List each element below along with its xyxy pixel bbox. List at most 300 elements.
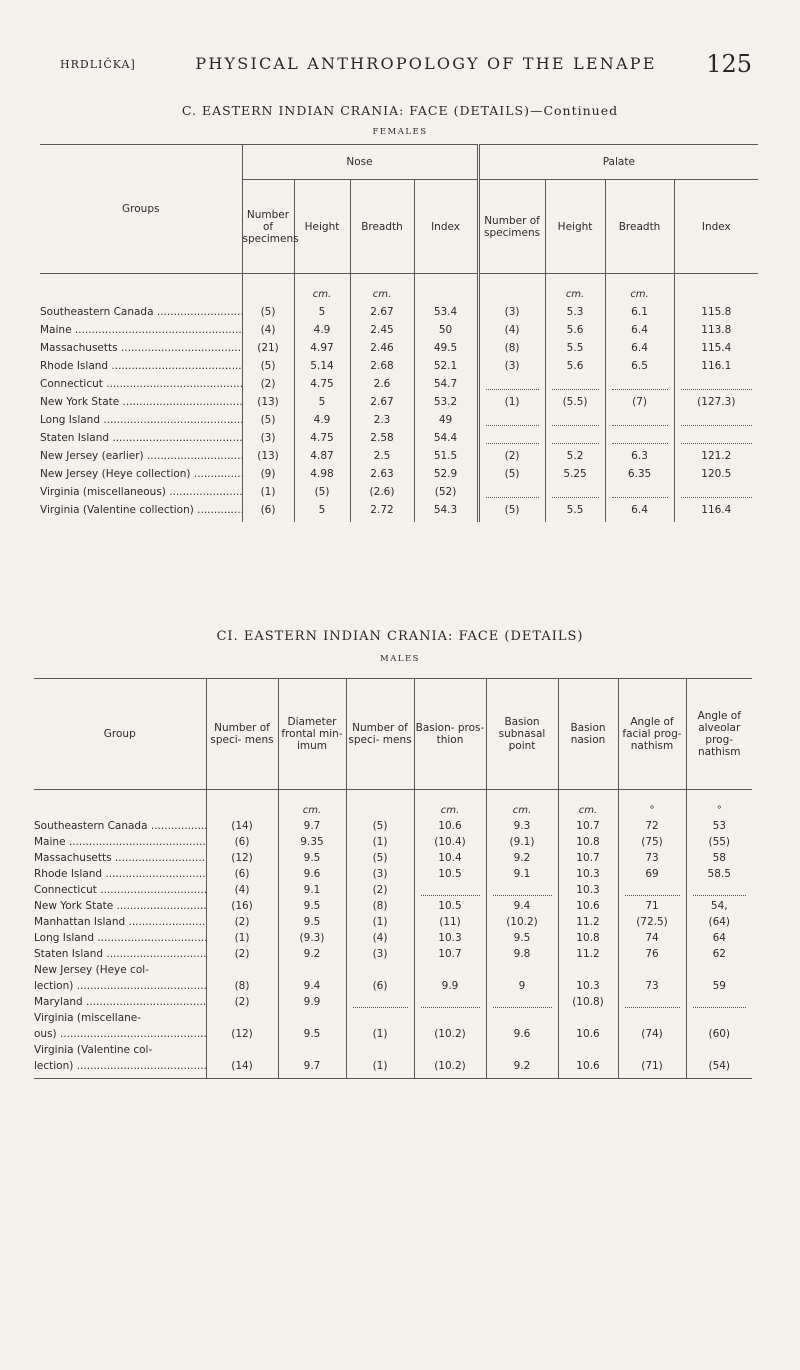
basion-nasion: 11.2 [558, 944, 618, 960]
nose-breadth: 2.67 [350, 300, 414, 318]
degree-label: ° [686, 796, 752, 816]
basion-prosthion: 9.9 [414, 976, 486, 992]
table-c-col-palate-number: Number of specimens [478, 180, 545, 274]
nose-number: (2) [242, 372, 294, 390]
angle-alveolar: 64 [686, 928, 752, 944]
basion-nasion: 10.6 [558, 1024, 618, 1040]
nose-breadth: 2.72 [350, 498, 414, 516]
angle-facial-blank [618, 992, 686, 1008]
group-label: New Jersey (Heye collection) ..... [40, 468, 242, 480]
angle-facial: 72 [618, 816, 686, 832]
table-c-col-nose-height: Height [294, 180, 350, 274]
table-ci-col-diameter-frontal: Diameter frontal min- imum [278, 679, 346, 790]
palate-index: 113.8 [674, 318, 758, 336]
basion-nasion: 10.6 [558, 896, 618, 912]
number-2: (3) [346, 864, 414, 880]
angle-alveolar-blank [686, 992, 752, 1008]
diameter-frontal: 9.5 [278, 912, 346, 928]
table-row [34, 848, 752, 864]
unit-label: cm. [486, 796, 558, 816]
table-c-subcaption: FEMALES [372, 127, 428, 137]
palate-breadth-blank [605, 480, 674, 498]
group-name [34, 896, 206, 912]
palate-index: 115.8 [674, 300, 758, 318]
number-2: (4) [346, 928, 414, 944]
unit-label: cm. [558, 796, 618, 816]
palate-breadth: 6.3 [605, 444, 674, 462]
table-row [40, 444, 758, 462]
group-label: Connecticut ..... [34, 884, 206, 896]
running-head-author: HRDLIČKA] [60, 58, 136, 71]
basion-prosthion: (11) [414, 912, 486, 928]
table-row [34, 880, 752, 896]
group-name [34, 944, 206, 960]
angle-facial: 71 [618, 896, 686, 912]
table-c-females [40, 144, 758, 522]
table-row [34, 1056, 752, 1072]
nose-index: 54.4 [414, 426, 478, 444]
group-name [40, 408, 242, 426]
table-c-col-palate-height: Height [545, 180, 605, 274]
nose-height: 4.9 [294, 408, 350, 426]
unit-label: cm. [350, 280, 414, 300]
basion-subnasal: 9.1 [486, 864, 558, 880]
nose-number: (13) [242, 444, 294, 462]
table-row [40, 372, 758, 390]
number-1: (12) [206, 848, 278, 864]
palate-breadth: 6.5 [605, 354, 674, 372]
table-c-nose-header: Nose [242, 145, 478, 180]
angle-facial: (71) [618, 1056, 686, 1072]
nose-index: 52.1 [414, 354, 478, 372]
palate-index-blank [674, 372, 758, 390]
angle-alveolar: 59 [686, 976, 752, 992]
number-2: (8) [346, 896, 414, 912]
nose-number: (21) [242, 336, 294, 354]
nose-breadth: 2.3 [350, 408, 414, 426]
basion-subnasal-blank [486, 992, 558, 1008]
group-label: lection) ..... [34, 1060, 206, 1072]
basion-nasion: 10.3 [558, 864, 618, 880]
table-row-continued [34, 1040, 752, 1056]
nose-index: 52.9 [414, 462, 478, 480]
group-name [34, 1040, 206, 1056]
number-1: (14) [206, 1056, 278, 1072]
palate-breadth-blank [605, 426, 674, 444]
table-ci-col-basion-subnasal: Basion subnasal point [486, 679, 558, 790]
basion-subnasal: 9.2 [486, 1056, 558, 1072]
diameter-frontal: 9.5 [278, 896, 346, 912]
group-label: New York State ..... [40, 396, 242, 408]
angle-alveolar: 62 [686, 944, 752, 960]
table-c-caption: C. EASTERN INDIAN CRANIA: FACE (DETAILS)—Continued [181, 103, 619, 118]
diameter-frontal: 9.7 [278, 1056, 346, 1072]
basion-subnasal: (10.2) [486, 912, 558, 928]
table-c-palate-header: Palate [478, 145, 758, 180]
angle-alveolar: (54) [686, 1056, 752, 1072]
table-row-continued [34, 960, 752, 976]
palate-index: 121.2 [674, 444, 758, 462]
nose-number: (9) [242, 462, 294, 480]
palate-number: (4) [478, 318, 545, 336]
table-c-groups-header: Groups [40, 145, 242, 274]
nose-number: (5) [242, 300, 294, 318]
table-row [34, 912, 752, 928]
group-name [40, 336, 242, 354]
nose-breadth: 2.6 [350, 372, 414, 390]
group-name [40, 462, 242, 480]
group-name [40, 480, 242, 498]
group-label: Manhattan Island ..... [34, 916, 206, 928]
table-ci-col-basion-nasion: Basion nasion [558, 679, 618, 790]
table-row [40, 480, 758, 498]
basion-nasion: 10.3 [558, 880, 618, 896]
table-c-col-nose-breadth: Breadth [350, 180, 414, 274]
nose-breadth: (2.6) [350, 480, 414, 498]
angle-alveolar: 54, [686, 896, 752, 912]
palate-breadth: 6.4 [605, 498, 674, 516]
table-row [40, 426, 758, 444]
nose-height: 4.97 [294, 336, 350, 354]
group-name [34, 832, 206, 848]
basion-nasion: 10.6 [558, 1056, 618, 1072]
palate-height: 5.5 [545, 498, 605, 516]
angle-facial: (72.5) [618, 912, 686, 928]
nose-index: 49 [414, 408, 478, 426]
palate-height-blank [545, 426, 605, 444]
palate-number: (1) [478, 390, 545, 408]
palate-height-blank [545, 372, 605, 390]
nose-breadth: 2.67 [350, 390, 414, 408]
diameter-frontal: 9.9 [278, 992, 346, 1008]
table-row [34, 896, 752, 912]
palate-number-blank [478, 408, 545, 426]
nose-height: 5 [294, 300, 350, 318]
table-row [34, 864, 752, 880]
table-row [40, 300, 758, 318]
group-label: Virginia (miscellaneous) ..... [40, 486, 242, 498]
unit-label: cm. [605, 280, 674, 300]
table-row [40, 336, 758, 354]
basion-prosthion: 10.3 [414, 928, 486, 944]
page-number: 125 [706, 50, 752, 78]
running-head [60, 52, 752, 82]
number-2-blank [346, 992, 414, 1008]
basion-nasion: 10.8 [558, 832, 618, 848]
palate-number-blank [478, 372, 545, 390]
group-label: Maine ..... [34, 836, 206, 848]
palate-index: 116.4 [674, 498, 758, 516]
palate-index: 115.4 [674, 336, 758, 354]
table-ci-col-angle-facial: Angle of facial prog- nathism [618, 679, 686, 790]
palate-breadth: 6.4 [605, 336, 674, 354]
nose-height: 4.75 [294, 372, 350, 390]
number-2: (6) [346, 976, 414, 992]
nose-breadth: 2.46 [350, 336, 414, 354]
basion-nasion: 10.8 [558, 928, 618, 944]
group-label: Staten Island ..... [34, 948, 206, 960]
table-c-col-palate-index: Index [674, 180, 758, 274]
table-row [40, 390, 758, 408]
number-1: (2) [206, 992, 278, 1008]
diameter-frontal: 9.7 [278, 816, 346, 832]
number-1: (16) [206, 896, 278, 912]
palate-index-blank [674, 408, 758, 426]
palate-breadth-blank [605, 372, 674, 390]
group-label: ous) ..... [34, 1028, 206, 1040]
angle-facial: 76 [618, 944, 686, 960]
angle-facial: (75) [618, 832, 686, 848]
nose-index: 53.2 [414, 390, 478, 408]
group-name [34, 880, 206, 896]
angle-alveolar-blank [686, 880, 752, 896]
palate-number: (5) [478, 498, 545, 516]
group-name [34, 912, 206, 928]
unit-label: cm. [545, 280, 605, 300]
nose-height: 4.98 [294, 462, 350, 480]
table-row [40, 318, 758, 336]
nose-index: 51.5 [414, 444, 478, 462]
diameter-frontal: 9.4 [278, 976, 346, 992]
basion-prosthion: 10.5 [414, 864, 486, 880]
angle-alveolar: 53 [686, 816, 752, 832]
table-row [40, 354, 758, 372]
basion-subnasal: 9.6 [486, 1024, 558, 1040]
group-name [34, 928, 206, 944]
basion-subnasal: 9.8 [486, 944, 558, 960]
palate-number: (5) [478, 462, 545, 480]
palate-breadth: (7) [605, 390, 674, 408]
basion-subnasal: 9 [486, 976, 558, 992]
nose-breadth: 2.58 [350, 426, 414, 444]
group-label: Rhode Island ..... [34, 868, 206, 880]
table-ci-males [34, 678, 752, 1079]
number-1: (1) [206, 928, 278, 944]
group-name [40, 426, 242, 444]
table-row [34, 816, 752, 832]
group-label: Maryland ..... [34, 996, 206, 1008]
number-1: (4) [206, 880, 278, 896]
diameter-frontal: 9.35 [278, 832, 346, 848]
table-row [34, 944, 752, 960]
group-name [34, 960, 206, 976]
table-ci-caption: CI. EASTERN INDIAN CRANIA: FACE (DETAILS) [216, 629, 584, 644]
table-ci-col-basion-prosthion: Basion- pros- thion [414, 679, 486, 790]
angle-facial: 73 [618, 976, 686, 992]
basion-prosthion: 10.7 [414, 944, 486, 960]
group-name [40, 444, 242, 462]
palate-height: (5.5) [545, 390, 605, 408]
unit-label: cm. [294, 280, 350, 300]
table-row [34, 832, 752, 848]
nose-number: (5) [242, 354, 294, 372]
basion-subnasal: 9.2 [486, 848, 558, 864]
palate-height: 5.2 [545, 444, 605, 462]
basion-prosthion-blank [414, 880, 486, 896]
basion-subnasal: 9.5 [486, 928, 558, 944]
palate-height: 5.6 [545, 354, 605, 372]
angle-facial: 73 [618, 848, 686, 864]
group-name [34, 1056, 206, 1072]
palate-number: (2) [478, 444, 545, 462]
palate-breadth-blank [605, 408, 674, 426]
nose-height: 5 [294, 498, 350, 516]
nose-index: 49.5 [414, 336, 478, 354]
nose-index: 54.3 [414, 498, 478, 516]
palate-index: (127.3) [674, 390, 758, 408]
number-2: (5) [346, 848, 414, 864]
palate-breadth: 6.35 [605, 462, 674, 480]
nose-height: 5 [294, 390, 350, 408]
group-name [34, 848, 206, 864]
group-name [40, 498, 242, 516]
table-row-continued [34, 1008, 752, 1024]
running-head-title: PHYSICAL ANTHROPOLOGY OF THE LENAPE [195, 54, 657, 73]
number-1: (8) [206, 976, 278, 992]
table-c-col-nose-index: Index [414, 180, 478, 274]
table-row [34, 928, 752, 944]
group-label: New Jersey (Heye col- [34, 964, 149, 976]
group-label: Virginia (Valentine col- [34, 1044, 153, 1056]
group-label: Virginia (Valentine collection) ..... [40, 504, 242, 516]
palate-height: 5.5 [545, 336, 605, 354]
basion-subnasal: 9.4 [486, 896, 558, 912]
group-name [34, 992, 206, 1008]
group-label: lection) ..... [34, 980, 206, 992]
palate-breadth: 6.4 [605, 318, 674, 336]
table-row [34, 976, 752, 992]
nose-height: (5) [294, 480, 350, 498]
group-name [34, 864, 206, 880]
palate-number: (3) [478, 354, 545, 372]
palate-index-blank [674, 426, 758, 444]
angle-alveolar: 58.5 [686, 864, 752, 880]
nose-index: 53.4 [414, 300, 478, 318]
number-2: (1) [346, 1056, 414, 1072]
basion-subnasal: (9.1) [486, 832, 558, 848]
angle-facial: (74) [618, 1024, 686, 1040]
palate-breadth: 6.1 [605, 300, 674, 318]
number-2: (5) [346, 816, 414, 832]
palate-height: 5.6 [545, 318, 605, 336]
basion-prosthion: 10.4 [414, 848, 486, 864]
nose-height: 4.9 [294, 318, 350, 336]
group-label: Long Island ..... [34, 932, 206, 944]
group-label: Maine ..... [40, 324, 242, 336]
group-label: New York State ..... [34, 900, 206, 912]
number-2: (2) [346, 880, 414, 896]
nose-number: (3) [242, 426, 294, 444]
nose-number: (4) [242, 318, 294, 336]
table-ci-col-group: Group [34, 679, 206, 790]
palate-number: (3) [478, 300, 545, 318]
palate-number-blank [478, 426, 545, 444]
table-c-col-palate-breadth: Breadth [605, 180, 674, 274]
number-2: (1) [346, 1024, 414, 1040]
table-ci-col-angle-alveolar: Angle of alveolar prog- nathism [686, 679, 752, 790]
palate-index: 120.5 [674, 462, 758, 480]
basion-prosthion: (10.2) [414, 1056, 486, 1072]
number-1: (6) [206, 832, 278, 848]
nose-index: 50 [414, 318, 478, 336]
nose-index: (52) [414, 480, 478, 498]
unit-label: cm. [278, 796, 346, 816]
group-label: Southeastern Canada ..... [34, 820, 206, 832]
group-label: Virginia (miscellane- [34, 1012, 142, 1024]
table-row [40, 408, 758, 426]
angle-facial: 69 [618, 864, 686, 880]
basion-prosthion-blank [414, 992, 486, 1008]
group-name [40, 354, 242, 372]
group-label: New Jersey (earlier) ..... [40, 450, 242, 462]
group-label: Staten Island ..... [40, 432, 242, 444]
group-name [34, 816, 206, 832]
number-1: (6) [206, 864, 278, 880]
nose-number: (6) [242, 498, 294, 516]
angle-alveolar: (55) [686, 832, 752, 848]
palate-number-blank [478, 480, 545, 498]
basion-prosthion: 10.6 [414, 816, 486, 832]
number-2: (1) [346, 832, 414, 848]
basion-nasion: (10.8) [558, 992, 618, 1008]
nose-number: (13) [242, 390, 294, 408]
palate-height-blank [545, 408, 605, 426]
table-ci-col-number-1: Number of speci- mens [206, 679, 278, 790]
nose-height: 4.75 [294, 426, 350, 444]
group-name [34, 976, 206, 992]
basion-nasion: 10.7 [558, 816, 618, 832]
group-name [40, 300, 242, 318]
angle-alveolar: 58 [686, 848, 752, 864]
basion-nasion: 10.3 [558, 976, 618, 992]
group-name [34, 1024, 206, 1040]
nose-number: (5) [242, 408, 294, 426]
angle-facial: 74 [618, 928, 686, 944]
nose-number: (1) [242, 480, 294, 498]
table-row [34, 1024, 752, 1040]
table-c-col-nose-number: Number of specimens [242, 180, 294, 274]
palate-height: 5.25 [545, 462, 605, 480]
nose-breadth: 2.68 [350, 354, 414, 372]
angle-alveolar: (60) [686, 1024, 752, 1040]
angle-facial-blank [618, 880, 686, 896]
palate-number: (8) [478, 336, 545, 354]
basion-nasion: 11.2 [558, 912, 618, 928]
basion-prosthion: (10.2) [414, 1024, 486, 1040]
palate-index: 116.1 [674, 354, 758, 372]
basion-nasion: 10.7 [558, 848, 618, 864]
group-label: Long Island ..... [40, 414, 242, 426]
group-name [34, 1008, 206, 1024]
table-row [40, 462, 758, 480]
nose-index: 54.7 [414, 372, 478, 390]
unit-label: cm. [414, 796, 486, 816]
diameter-frontal: 9.6 [278, 864, 346, 880]
table-row [40, 498, 758, 516]
basion-prosthion: (10.4) [414, 832, 486, 848]
nose-breadth: 2.45 [350, 318, 414, 336]
nose-height: 4.87 [294, 444, 350, 462]
group-label: Connecticut ..... [40, 378, 242, 390]
group-name [40, 390, 242, 408]
number-2: (1) [346, 912, 414, 928]
diameter-frontal: (9.3) [278, 928, 346, 944]
palate-height-blank [545, 480, 605, 498]
degree-label: ° [618, 796, 686, 816]
angle-alveolar: (64) [686, 912, 752, 928]
basion-subnasal-blank [486, 880, 558, 896]
palate-height: 5.3 [545, 300, 605, 318]
